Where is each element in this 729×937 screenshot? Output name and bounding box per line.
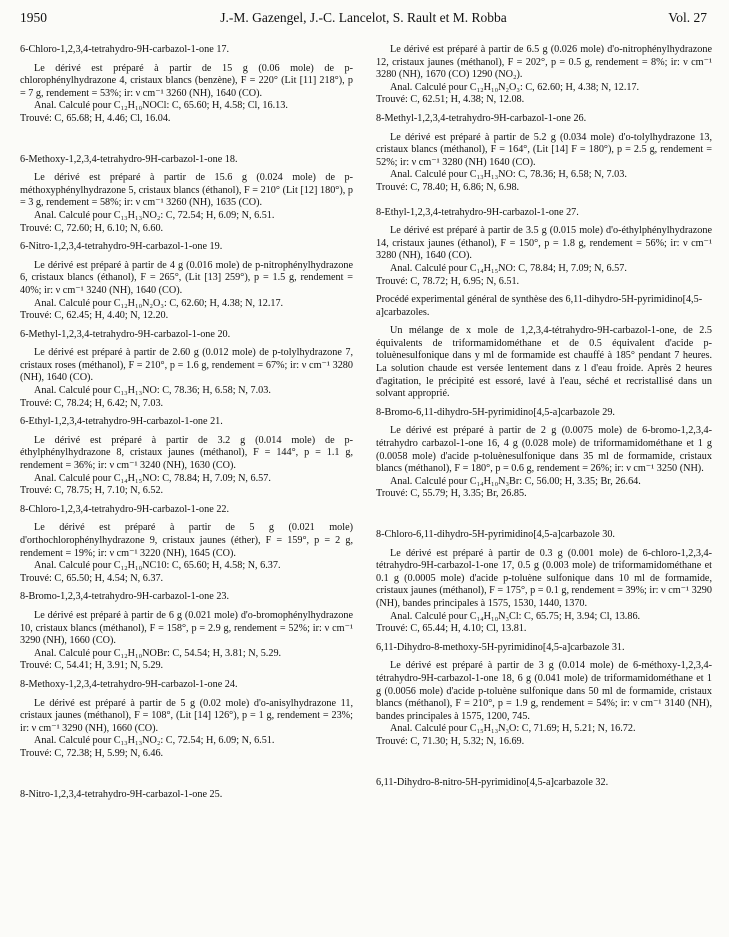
compound-entry-27	[376, 207, 712, 289]
compound-title: 8-Methyl-1,2,3,4-tetrahydro-9H-carbazol-1-one 26.	[376, 112, 587, 124]
compound-title: 6-Nitro-1,2,3,4-tetrahydro-9H-carbazol-1-one 19.	[20, 241, 223, 253]
analysis-calc: Anal. Calculé pour C₁₅H₁₃N₃O: C, 71.69; H, 5.21; N, 16.72.	[390, 723, 636, 735]
compound-entry-32	[376, 777, 712, 790]
compound-title: 8-Bromo-1,2,3,4-tetrahydro-9H-carbazol-1-one 23.	[20, 591, 230, 603]
compound-body: Le dérivé est préparé à partir de 3.5 g (0.015 mole) d'o-éthylphénylhydrazone 14, cristaux jaunes (éthanol), F = 150°, p = 1.8 g, rendement = 56%; ir: ν cm⁻¹ 3280 (NH), 1640 (CO).	[376, 225, 712, 262]
analysis-found: Trouvé: C, 78.24; H, 6.42; N, 7.03.	[20, 397, 164, 409]
compound-entry-25	[20, 789, 353, 802]
compound-entry-20	[20, 329, 353, 411]
compound-title: 6,11-Dihydro-8-methoxy-5H-pyrimidino[4,5-a]carbazole 31.	[376, 641, 625, 653]
compound-body: Le dérivé est préparé à partir de 3.2 g (0.014 mole) de p-éthylphénylhydrazone 8, cristaux jaunes (méthanol), F = 144°, p = 1.1 g, rendement = 36%; ir: ν cm⁻¹ 3240 (NH), 1630 (CO).	[20, 434, 353, 472]
compound-body: Le dérivé est préparé à partir de 0.3 g (0.001 mole) de 6-chloro-1,2,3,4-tétrahydro-9H-carbazol-1-one 17, 0.5 g (0.003 mole) de triformamidométhane et 0.1 g (0.0005 mole) d'acide p-toluène sulfonique dans 10 ml de formamide, cristaux jaunes (méthanol), F = 175°, p = 0.1 g, rendement = 39%; ir: ν cm⁻¹ 3290 (NH), bandes principales à 1575, 1530, 1440, 1370.	[376, 547, 712, 609]
analysis-calc: Anal. Calculé pour C₁₃H₁₃NO: C, 78.36; H, 6.58; N, 7.03.	[34, 385, 271, 397]
analysis-found: Trouvé: C, 78.40; H, 6.86; N, 6.98.	[376, 181, 520, 193]
compound-title: 8-Methoxy-1,2,3,4-tetrahydro-9H-carbazol-1-one 24.	[20, 678, 238, 690]
compound-body: Le dérivé est préparé à partir de 3 g (0.014 mole) de 6-méthoxy-1,2,3,4-tétrahydro-9H-carbazol-1-one 18, 6 g (0.041 mole) de triformamidométhane et 1 g (0.0056 mole) d'acide p-toluène sulfonique dans 50 ml de formamide, cristaux blancs (méthanol), F = 210°, p = 1.9 g, rendement = 54%; ir: ν cm⁻¹ 3140 (NH), bandes principales à 1575, 1200, 745.	[376, 660, 712, 722]
left-column	[20, 44, 353, 801]
compound-body: Le dérivé est préparé à partir de 4 g (0.016 mole) de p-nitrophénylhydrazone 6, cristaux blancs (éthanol), F = 265°, (Lit [13] 259°), p = 1.5 g, rendement = 40%; ir: ν cm⁻¹ 3240 (NH), 1640 (CO).	[20, 259, 353, 296]
compound-entry-29	[376, 407, 712, 501]
compound-body: Le dérivé est préparé à partir de 6.5 g (0.026 mole) d'o-nitrophénylhydrazone 12, cristaux jaunes (méthanol), F = 202°, p = 0.5 g, rendement = 8%; ir: ν cm⁻¹ 3280 (NH), 1670 (CO) 1290 (NO₂).	[376, 44, 712, 81]
compound-body: Le dérivé est préparé à partir de 6 g (0.021 mole) d'o-bromophénylhydrazone 10, cristaux blancs (méthanol), F = 158°, p = 2.9 g, rendement = 52%; ir: ν cm⁻¹ 3290 (NH), 1660 (CO).	[20, 609, 353, 647]
compound-entry-21	[20, 416, 353, 498]
compound-title: 8-Ethyl-1,2,3,4-tetrahydro-9H-carbazol-1-one 27.	[376, 206, 579, 218]
analysis-found: Trouvé: C, 62.45; H, 4.40; N, 12.20.	[20, 310, 169, 322]
compound-title: 8-Nitro-1,2,3,4-tetrahydro-9H-carbazol-1-one 25.	[20, 788, 223, 800]
page-number: 1950	[20, 10, 47, 25]
running-header	[20, 10, 707, 28]
analysis-calc: Anal. Calculé pour C₁₂H₁₀NOBr: C, 54.54; H, 3.81; N, 5.29.	[34, 647, 282, 659]
compound-title: 8-Bromo-6,11-dihydro-5H-pyrimidino[4,5-a]carbazole 29.	[376, 406, 615, 418]
analysis-found: Trouvé: C, 54.41; H, 3.91; N, 5.29.	[20, 660, 164, 672]
analysis-calc: Anal. Calculé pour C₁₄H₁₀N₃Cl: C, 65.75; H, 3.94; Cl, 13.86.	[390, 610, 641, 622]
compound-entry-17	[20, 44, 353, 126]
compound-body: Le dérivé est préparé à partir de 5.2 g (0.034 mole) d'o-tolylhydrazone 13, cristaux blancs (méthanol), F = 164°, (Lit [14] F = 180°), p = 2.5 g, rendement = 52%; ir: ν cm⁻¹ 3280 (NH) 1640 (CO).	[376, 131, 712, 168]
analysis-found: Trouvé: C, 71.30; H, 5.32; N, 16.69.	[376, 735, 525, 747]
analysis-calc: Anal. Calculé pour C₁₄H₁₀N₃Br: C, 56.00; H, 3.35; Br, 26.64.	[390, 475, 641, 487]
procedure-title: Procédé experimental général de synthèse des 6,11-dihydro-5H-pyrimidino[4,5-a]carbazoles.	[376, 294, 703, 318]
compound-entry-31	[376, 642, 712, 749]
analysis-calc: Anal. Calculé pour C₁₂H₁₀N₂O₃: C, 62.60; H, 4.38; N, 12.17.	[34, 297, 284, 309]
compound-entry-22	[20, 504, 353, 586]
analysis-found: Trouvé: C, 65.50; H, 4.54; N, 6.37.	[20, 572, 164, 584]
analysis-calc: Anal. Calculé pour C₁₄H₁₅NO: C, 78.84; H, 7.09; N, 6.57.	[390, 262, 627, 274]
analysis-calc: Anal. Calculé pour C₁₃H₁₃NO₂: C, 72.54; H, 6.09; N, 6.51.	[34, 735, 275, 747]
volume-label: Vol. 27	[668, 10, 707, 25]
analysis-calc: Anal. Calculé pour C₁₃H₁₃NO₂: C, 72.54; H, 6.09; N, 6.51.	[34, 209, 275, 221]
compound-body: Le dérivé est préparé à partir de 5 g (0.02 mole) d'o-anisylhydrazone 11, cristaux jaunes (méthanol), F = 108°, (Lit [14] 126°), p = 1 g, rendement = 23%; ir: ν cm⁻¹ 3290 (NH), 1660 (CO).	[20, 697, 353, 734]
compound-title: 6-Ethyl-1,2,3,4-tetrahydro-9H-carbazol-1-one 21.	[20, 416, 223, 428]
compound-entry-23	[20, 591, 353, 673]
compound-entry-18	[20, 154, 353, 236]
compound-entry-26	[376, 113, 712, 195]
running-authors: J.-M. Gazengel, J.-C. Lancelot, S. Rault et M. Robba	[220, 10, 507, 25]
compound-title: 8-Chloro-1,2,3,4-tetrahydro-9H-carbazol-1-one 22.	[20, 503, 230, 515]
analysis-calc: Anal. Calculé pour C₁₄H₁₅NO: C, 78.84; H, 7.09; N, 6.57.	[34, 472, 271, 484]
compound-title: 6-Methyl-1,2,3,4-tetrahydro-9H-carbazol-1-one 20.	[20, 328, 231, 340]
general-procedure	[376, 294, 712, 401]
compound-body: Le dérivé est préparé à partir de 5 g (0.021 mole) d'orthochlorophénylhydrazone 9, cristaux jaunes (éther), F = 159°, p = 2 g, rendement = 19%; ir: ν cm⁻¹ 3220 (NH), 1645 (CO).	[20, 522, 353, 559]
analysis-found: Trouvé: C, 62.51; H, 4.38; N, 12.08.	[376, 94, 525, 106]
compound-body: Le dérivé est préparé à partir de 2.60 g (0.012 mole) de p-tolylhydrazone 7, cristaux roses (méthanol), F = 210°, p = 1.6 g, rendement = 67%; ir: ν cm⁻¹ 3280 (NH), 1640 (CO).	[20, 347, 353, 384]
analysis-found: Trouvé: C, 78.72; H, 6.95; N, 6.51.	[376, 275, 520, 287]
right-column	[376, 44, 712, 789]
analysis-found: Trouvé: C, 65.44; H, 4.10; Cl, 13.81.	[376, 623, 527, 635]
analysis-found: Trouvé: C, 72.38; H, 5.99; N, 6.46.	[20, 747, 164, 759]
compound-entry-24	[20, 679, 353, 761]
analysis-calc: Anal. Calculé pour C₁₂H₁₀NOCl: C, 65.60; H, 4.58; Cl, 16.13.	[34, 100, 288, 112]
compound-title: 8-Chloro-6,11-dihydro-5H-pyrimidino[4,5-a]carbazole 30.	[376, 529, 615, 540]
compound-title: 6-Chloro-1,2,3,4-tetrahydro-9H-carbazol-1-one 17.	[20, 44, 230, 55]
compound-title: 6,11-Dihydro-8-nitro-5H-pyrimidino[4,5-a]carbazole 32.	[376, 776, 609, 788]
compound-body: Le dérivé est préparé à partir de 15 g (0.06 mole) de p-chlorophénylhydrazone 4, cristaux blancs (benzène), F = 220° (Lit [11] 218°), p = 7 g, rendement = 53%; ir: ν cm⁻¹ 3260 (NH), 1640 (CO).	[20, 62, 353, 99]
procedure-body: Un mélange de x mole de 1,2,3,4-tétrahydro-9H-carbazol-1-one, de 2.5 équivalents de triformamidométhane et de 0.5 équivalent d'acide p-toluènesulfonique dans y ml de formamide est chauffé à 185° pendant 7 heures. La solution chaude est versée lentement dans z l d'eau froide. Après 2 heures d'agitation, le précipité est essoré, lavé à l'eau, séché et recristallisé dans un solvant approprié.	[376, 325, 712, 400]
analysis-found: Trouvé: C, 55.79; H, 3.35; Br, 26.85.	[376, 488, 527, 500]
compound-entry-30	[376, 529, 712, 636]
analysis-found: Trouvé: C, 65.68; H, 4.46; Cl, 16.04.	[20, 112, 171, 124]
compound-body: Le dérivé est préparé à partir de 15.6 g (0.024 mole) de p-méthoxyphénylhydrazone 5, cristaux blancs (éthanol), F = 210° (Lit [12] 180°), p = 3 g, rendement = 58%; ir: ν cm⁻¹ 3260 (NH), 1635 (CO).	[20, 172, 353, 209]
analysis-calc: Anal. Calculé pour C₁₃H₁₃NO: C, 78.36; H, 6.58; N, 7.03.	[390, 169, 627, 181]
analysis-found: Trouvé: C, 78.75; H, 7.10; N, 6.52.	[20, 485, 164, 497]
compound-entry-19	[20, 241, 353, 323]
compound-body: Le dérivé est préparé à partir de 2 g (0.0075 mole) de 6-bromo-1,2,3,4-tétrahydro carbazol-1-one 16, 4 g (0.028 mole) de triformamidométhane et 1 g (0.0058 mole) d'acide p-toluènesulfonique dans 35 ml de formamide, cristaux blancs (méthanol), F = 180°, p = 0.6 g, rendement = 26%; ir: ν cm⁻¹ 3250 (NH).	[376, 425, 712, 475]
analysis-found: Trouvé: C, 72.60; H, 6.10; N, 6.60.	[20, 222, 164, 234]
compound-title: 6-Methoxy-1,2,3,4-tetrahydro-9H-carbazol-1-one 18.	[20, 153, 238, 165]
analysis-calc: Anal. Calculé pour C₁₂H₁₀N₂O₃: C, 62.60; H, 4.38; N, 12.17.	[390, 81, 640, 93]
compound-entry-25-continued	[376, 44, 712, 107]
analysis-calc: Anal. Calculé pour C₁₂H₁₀NC10: C, 65.60; H, 4.58; N, 6.37.	[34, 560, 281, 572]
